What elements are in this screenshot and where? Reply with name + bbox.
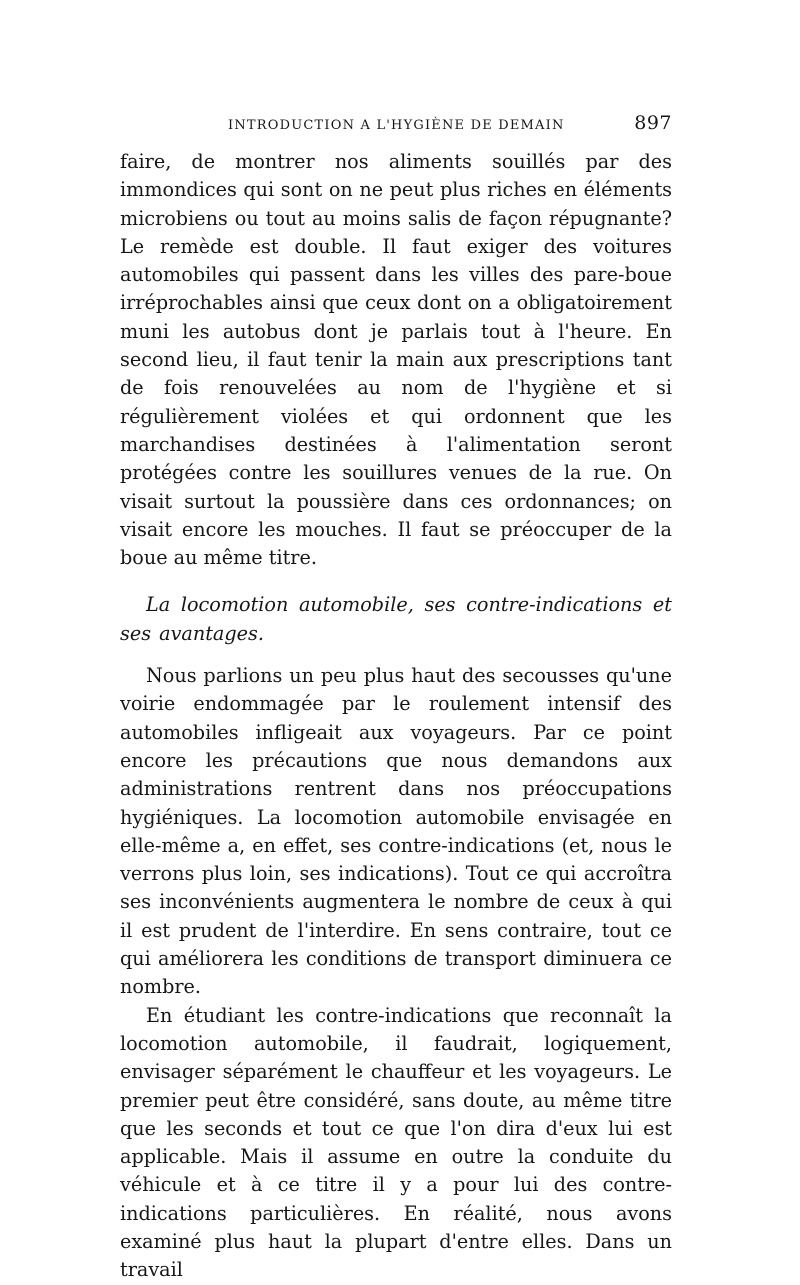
- running-head-title: INTRODUCTION A L'HYGIÈNE DE DEMAIN: [228, 118, 565, 133]
- body-text: [120, 148, 672, 1285]
- paragraph: Nous parlions un peu plus haut des secousses qu'une voirie endommagée par le roulement intensif des automobiles infligeait aux voyageurs. Par ce point encore les précautions que nous demandons aux administrations rentrent dans nos préoccupations hygiéniques. La locomotion automobile envisagée en elle-même a, en effet, ses contre-indications (et, nous le verrons plus loin, ses indications). Tout ce qui accroîtra ses inconvénients augmentera le nombre de ceux à qui il est prudent de l'interdire. En sens contraire, tout ce qui améliorera les conditions de transport diminuera ce nombre.: [120, 664, 672, 999]
- paragraph: En étudiant les contre-indications que reconnaît la locomotion automobile, il faudrait, logiquement, envisager séparément le chauffeur et les voyageurs. Le premier peut être considéré, sans doute, au même titre que les seconds et tout ce que l'on dira d'eux lui est applicable. Mais il assume en outre la conduite du véhicule et à ce titre il y a pour lui des contre-indications particulières. En réalité, nous avons examiné plus haut la plupart d'entre elles. Dans un travail: [120, 1003, 672, 1282]
- running-head: [120, 112, 672, 142]
- book-page: [120, 112, 672, 1285]
- section-heading: La locomotion automobile, ses contre-indications et ses avantages.: [120, 593, 672, 645]
- paragraph-continuation: faire, de montrer nos aliments souillés par des immondices qui sont on ne peut plus riches en éléments microbiens ou tout au moins salis de façon répugnante? Le remède est double. Il faut exiger des voitures automobiles qui passent dans les villes des pare-boue irréprochables ainsi que ceux dont on a obligatoirement muni les autobus dont je parlais tout à l'heure. En second lieu, il faut tenir la main aux prescriptions tant de fois renouvelées au nom de l'hygiène et si régulièrement violées et qui ordonnent que les marchandises destinées à l'alimentation seront protégées contre les souillures venues de la rue. On visait surtout la poussière dans ces ordonnances; on visait encore les mouches. Il faut se préoccuper de la boue au même titre.: [120, 150, 672, 570]
- page-number: 897: [634, 112, 672, 134]
